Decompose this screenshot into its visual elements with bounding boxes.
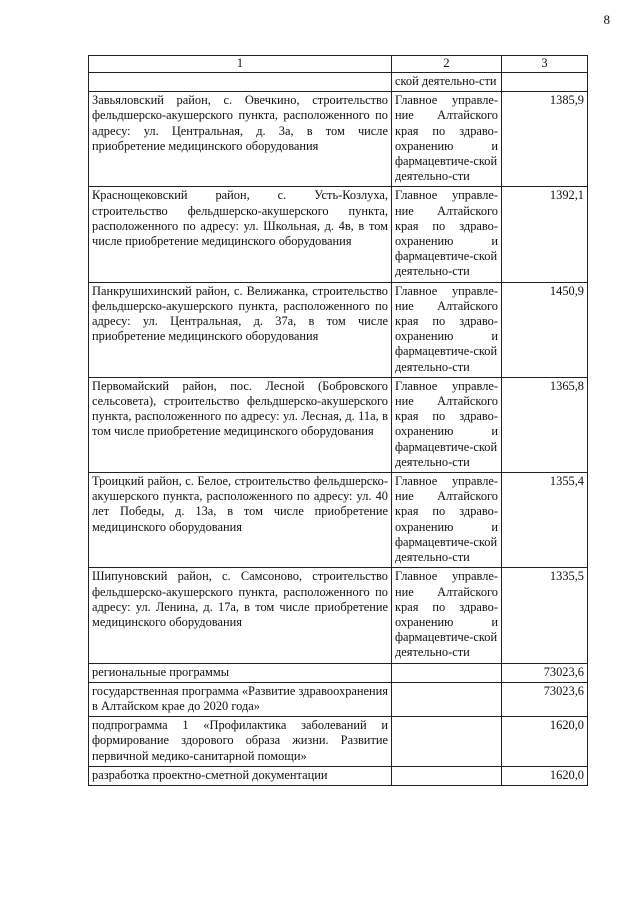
row-responsible: Главное управле-ние Алтайского края по здраво-охранению и фармацевтиче-ской деятельно-сти <box>392 92 502 187</box>
continuation-description <box>89 73 392 92</box>
row-amount: 1620,0 <box>502 766 588 785</box>
row-amount: 1355,4 <box>502 473 588 568</box>
row-description: Троицкий район, с. Белое, строительство фельдшерско-акушерского пункта, расположенного по адресу: ул. 40 лет Победы, д. 13а, в том числе приобретение медицинского оборудования <box>89 473 392 568</box>
column-header-2: 2 <box>392 56 502 73</box>
column-header-3: 3 <box>502 56 588 73</box>
table-row <box>89 663 588 682</box>
table-row <box>89 568 588 663</box>
table-row <box>89 377 588 472</box>
row-description: Панкрушихинский район, с. Велижанка, строительство фельдшерско-акушерского пункта, расположенного по адресу: ул. Центральная, д. 37а, в том числе приобретение медицинского оборудования <box>89 282 392 377</box>
row-description: Шипуновский район, с. Самсоново, строительство фельдшерско-акушерского пункта, расположенного по адресу: ул. Ленина, д. 17а, в том числе приобретение медицинского оборудования <box>89 568 392 663</box>
row-amount: 73023,6 <box>502 663 588 682</box>
column-header-1: 1 <box>89 56 392 73</box>
row-responsible: Главное управле-ние Алтайского края по здраво-охранению и фармацевтиче-ской деятельно-сти <box>392 473 502 568</box>
row-description: региональные программы <box>89 663 392 682</box>
table-header-row <box>89 56 588 73</box>
row-amount: 1392,1 <box>502 187 588 282</box>
row-responsible <box>392 663 502 682</box>
row-amount: 1335,5 <box>502 568 588 663</box>
continuation-amount <box>502 73 588 92</box>
table-row <box>89 92 588 187</box>
row-description: Завьяловский район, с. Овечкино, строительство фельдшерско-акушерского пункта, расположенного по адресу: ул. Центральная, д. 3а, в том числе приобретение медицинского оборудования <box>89 92 392 187</box>
row-description: разработка проектно-сметной документации <box>89 766 392 785</box>
continuation-row <box>89 73 588 92</box>
table-row <box>89 766 588 785</box>
table-row <box>89 187 588 282</box>
row-amount: 1365,8 <box>502 377 588 472</box>
row-responsible <box>392 766 502 785</box>
page-number: 8 <box>603 12 610 27</box>
row-amount: 1450,9 <box>502 282 588 377</box>
row-responsible: Главное управле-ние Алтайского края по здраво-охранению и фармацевтиче-ской деятельно-сти <box>392 187 502 282</box>
row-responsible: Главное управле-ние Алтайского края по здраво-охранению и фармацевтиче-ской деятельно-сти <box>392 568 502 663</box>
row-description: Краснощековский район, с. Усть-Козлуха, строительство фельдшерско-акушерского пункта, расположенного по адресу: ул. Школьная, д. 4в, в том числе приобретение медицинского оборудования <box>89 187 392 282</box>
row-amount: 73023,6 <box>502 682 588 716</box>
row-description: государственная программа «Развитие здравоохранения в Алтайском крае до 2020 года» <box>89 682 392 716</box>
row-responsible <box>392 717 502 767</box>
budget-table <box>88 55 588 786</box>
table-row <box>89 473 588 568</box>
row-description: Первомайский район, пос. Лесной (Бобровского сельсовета), строительство фельдшерско-акушерского пункта, расположенного по адресу: ул. Лесная, д. 11а, в том числе приобретение медицинского оборудования <box>89 377 392 472</box>
table-row <box>89 682 588 716</box>
row-responsible <box>392 682 502 716</box>
table-row <box>89 717 588 767</box>
row-responsible: Главное управле-ние Алтайского края по здраво-охранению и фармацевтиче-ской деятельно-сти <box>392 377 502 472</box>
row-amount: 1620,0 <box>502 717 588 767</box>
row-responsible: Главное управле-ние Алтайского края по здраво-охранению и фармацевтиче-ской деятельно-сти <box>392 282 502 377</box>
table-row <box>89 282 588 377</box>
row-amount: 1385,9 <box>502 92 588 187</box>
continuation-responsible: ской деятельно-сти <box>392 73 502 92</box>
row-description: подпрограмма 1 «Профилактика заболеваний и формирование здорового образа жизни. Развитие первичной медико-санитарной помощи» <box>89 717 392 767</box>
